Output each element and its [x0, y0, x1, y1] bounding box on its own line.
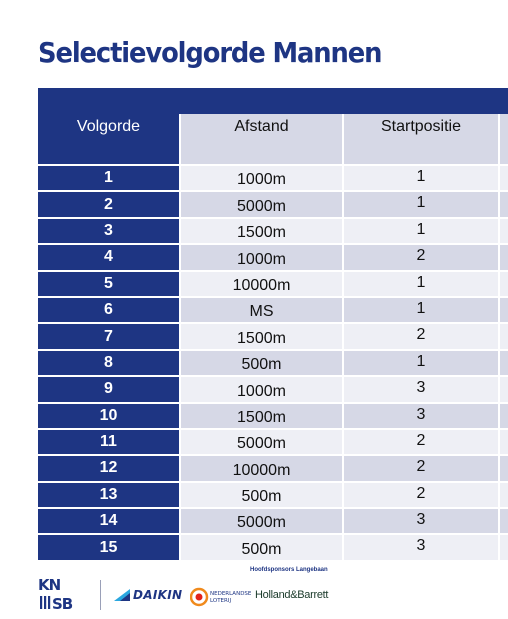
startpositie-cell: 2	[344, 324, 500, 350]
afstand-cell: 500m	[181, 483, 344, 509]
extra-column-cell	[500, 456, 508, 482]
extra-column-cell	[500, 324, 508, 350]
extra-column-cell	[500, 166, 508, 192]
daikin-logo	[114, 588, 182, 602]
afstand-cell: MS	[181, 298, 344, 324]
knsb-logo	[38, 576, 92, 612]
svg-text:KN: KN	[38, 576, 61, 594]
volgorde-cell: 4	[38, 245, 181, 271]
startpositie-cell: 1	[344, 166, 500, 192]
afstand-cell: 5000m	[181, 192, 344, 218]
extra-column-cell	[500, 351, 508, 377]
footer-divider	[100, 580, 101, 610]
startpositie-cell: 1	[344, 351, 500, 377]
header-startpositie: Startpositie	[344, 114, 500, 166]
header-extra-column	[500, 114, 508, 166]
table-row	[38, 377, 508, 403]
extra-column-cell	[500, 430, 508, 456]
nederlandse-loterij-logo	[190, 586, 254, 608]
afstand-cell: 5000m	[181, 509, 344, 535]
table-row	[38, 535, 508, 561]
extra-column-cell	[500, 272, 508, 298]
header-volgorde: Volgorde	[38, 114, 181, 166]
table-row	[38, 324, 508, 350]
table-row	[38, 351, 508, 377]
volgorde-cell: 8	[38, 351, 181, 377]
volgorde-cell: 9	[38, 377, 181, 403]
header-afstand: Afstand	[181, 114, 344, 166]
volgorde-cell: 1	[38, 166, 181, 192]
extra-column-cell	[500, 245, 508, 271]
volgorde-cell: 5	[38, 272, 181, 298]
daikin-wordmark: DAIKIN	[133, 588, 183, 602]
volgorde-cell: 10	[38, 404, 181, 430]
afstand-cell: 10000m	[181, 456, 344, 482]
afstand-cell: 5000m	[181, 430, 344, 456]
extra-column-cell	[500, 192, 508, 218]
volgorde-cell: 11	[38, 430, 181, 456]
afstand-cell: 1500m	[181, 404, 344, 430]
volgorde-cell: 6	[38, 298, 181, 324]
startpositie-cell: 1	[344, 219, 500, 245]
table-row	[38, 272, 508, 298]
table-row	[38, 456, 508, 482]
startpositie-cell: 2	[344, 483, 500, 509]
volgorde-cell: 15	[38, 535, 181, 561]
afstand-cell: 1500m	[181, 324, 344, 350]
extra-column-cell	[500, 377, 508, 403]
table-row	[38, 509, 508, 535]
loterij-word-2: LOTERIJ	[210, 598, 232, 604]
afstand-cell: 1000m	[181, 166, 344, 192]
afstand-cell: 1500m	[181, 219, 344, 245]
volgorde-cell: 13	[38, 483, 181, 509]
startpositie-cell: 3	[344, 535, 500, 561]
extra-column-cell	[500, 404, 508, 430]
table-row	[38, 298, 508, 324]
afstand-cell: 10000m	[181, 272, 344, 298]
table-body	[38, 166, 508, 562]
holland-barrett-logo: Holland&Barrett	[255, 589, 329, 601]
extra-column-cell	[500, 219, 508, 245]
startpositie-cell: 2	[344, 245, 500, 271]
extra-column-cell	[500, 509, 508, 535]
table-row	[38, 430, 508, 456]
afstand-cell: 1000m	[181, 377, 344, 403]
page-title: Selectievolgorde Mannen	[38, 36, 382, 69]
startpositie-cell: 1	[344, 298, 500, 324]
table-banner	[38, 88, 508, 114]
afstand-cell: 1000m	[181, 245, 344, 271]
volgorde-cell: 3	[38, 219, 181, 245]
volgorde-cell: 12	[38, 456, 181, 482]
extra-column-cell	[500, 483, 508, 509]
extra-column-cell	[500, 535, 508, 561]
selection-order-table	[38, 114, 508, 562]
sponsor-caption: Hoofdsponsors Langebaan	[250, 567, 328, 573]
startpositie-cell: 1	[344, 272, 500, 298]
afstand-cell: 500m	[181, 535, 344, 561]
startpositie-cell: 3	[344, 509, 500, 535]
table-row	[38, 166, 508, 192]
startpositie-cell: 2	[344, 430, 500, 456]
table-row	[38, 404, 508, 430]
footer	[36, 566, 508, 619]
volgorde-cell: 2	[38, 192, 181, 218]
loterij-word-1: NEDERLANDSE	[210, 591, 252, 597]
table-row	[38, 219, 508, 245]
volgorde-cell: 14	[38, 509, 181, 535]
table-row	[38, 483, 508, 509]
startpositie-cell: 1	[344, 192, 500, 218]
volgorde-cell: 7	[38, 324, 181, 350]
startpositie-cell: 3	[344, 377, 500, 403]
daikin-triangle-icon	[114, 589, 130, 601]
extra-column-cell	[500, 298, 508, 324]
startpositie-cell: 3	[344, 404, 500, 430]
table-row	[38, 192, 508, 218]
afstand-cell: 500m	[181, 351, 344, 377]
svg-text:SB: SB	[52, 595, 73, 612]
startpositie-cell: 2	[344, 456, 500, 482]
table-header-row	[38, 114, 508, 166]
table-row	[38, 245, 508, 271]
